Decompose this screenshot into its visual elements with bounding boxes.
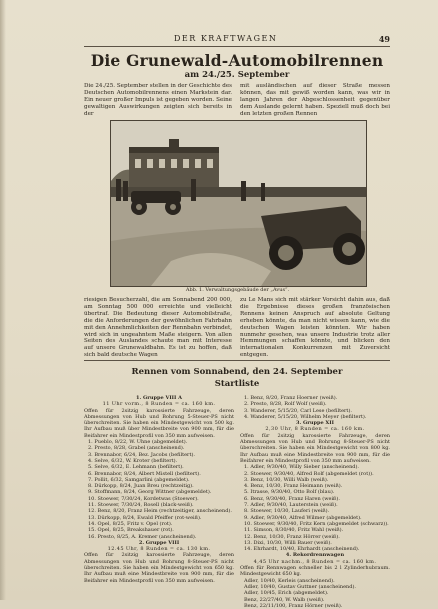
body-column-right: zu Le Mans sich mit stärker Vorsicht dahin aus, daß die Ergebnisse dieses großen französischen Rennens keinen Anspruch auf absolute Geltung erheben könnte, da man nicht wissen kann, wie die deutschen Wagen leisten könnten. Wir haben nunmehr gesehen, was unsere Industrie trotz aller Hemmungen schaffen könnte, und blicken den internationalen Konkurrenzen mit Zuversicht entgegen. [240,297,390,359]
section-divider [84,360,390,361]
start-entry: 7. Adler, 9/30/40, Lauterstein (weiß). [244,502,338,509]
start-entry: 9. Adler, 9/30/40, Alfred Wilmer (abgemeldet). [244,514,362,521]
start-entry: 14. Opel, 8/25, Fritz v. Opel (rot). [88,520,173,527]
start-entry: 3. Brennabor, 6/24, Bez. Jacobs (befiltert). [88,451,195,458]
intro-column-right: mit ausländischen auf dieser Straße messen können, das mit gewiß worden kann, was wir in langen Jahren der Abgeschlossenheit gegenüber dem Auslande gelernt haben. Speziell muß doch bei den letzten großen Rennen [240,83,390,117]
start-entry: 5. Itrasse, 9/30/40, Otto Bolf (blau). [244,489,335,496]
start-entry: 13. Dixi, 10/30, Willi Bauer (weiß). [244,539,332,546]
start-entry: 6. Brennabor, 8/24, Albert Mistell (befiltert). [88,470,201,477]
group-heading: 1. Gruppe VIII A [136,395,182,401]
start-entry: 15. Opel, 8/25, Breakshauer (rot). [88,527,174,534]
start-entry: 6. Benz, 9/30/40, Franz Haren (weiß). [244,495,340,502]
group-description: Offen für Rennwagen schneller bis 2 l Zylinderhubraum. Mindestgewicht 650 kg. [240,565,390,578]
start-entry: 5. Selve, 6/32, E. Lehmann (befiltert). [88,464,184,471]
group-heading: 2. Gruppe VIII [138,539,180,546]
group-schedule: 11 Uhr vorm., 8 Runden = ca. 160 km. [102,401,216,408]
start-entry: 4. Benz, 10/30, Franz Heimann (weiß). [244,483,343,490]
start-entry: 1. Pueblo, 8/22, W. Uhne (abgemeldet). [88,439,188,446]
start-entry: 16. Presto, 8/25, A. Kremer (anscheinend). [88,533,197,540]
group-heading: 4. Rekordrennwagen [285,552,345,559]
article-dateline: am 24./25. September [184,70,290,80]
startlist-subtitle: Startliste [214,379,260,389]
start-entry: 1. Benz, 8/20, Franz Hoerner (weiß). [244,395,338,401]
startlist-title: Rennen vom Sonnabend, den 24. September [131,367,343,377]
start-entry: 8. Stoewer, 10/30, Lauferi (weiß). [244,508,330,515]
body-column-left: riesigen Besucherzahl, die am Sonnabend 200 000, am Sonntag 500 000 erreichte und vielleicht übertraf. Die Bedeutung dieser Automobilstraße, die die Anforderungen der gewöhnlichen Fahrbahn mit den Annehmlichkeiten der Rennbahn verbindet, wird sich in ungeahntem Maße steigern. Von allen Seiten des Auslandes schaute man mit Interesse auf unsere Grunewaldbahn. Es ist zu hoffen, daß sich bald deutsche Wagen [84,297,232,359]
startlist-column-right [240,395,390,609]
group-description: Offen für 2sitzig karossierte Fahrzeuge, deren Abmessungen von Hub und Bohrung 8-Steuer-PS nicht überschreiten. Sie haben ein Mindestgewicht von 800 kg. Ihr Aufbau muß eine Mindestbreite von 900 mm, für die Beifahrer ein Mindestprofil von 350 mm aufweisen. [240,432,390,464]
start-entry: Adler, 10/45, Erich (abgemeldet). [244,590,329,597]
start-entry: 11. Simson, 8/30/40, Fritz Wahl (weiß). [244,527,344,534]
group-schedule: 2,30 Uhr, 8 Runden = ca. 160 km. [265,426,365,433]
running-header [84,33,390,47]
group-heading: 3. Gruppe XII [296,420,334,427]
start-entry: 3. Benz, 10/30, Willi Walb (weiß). [244,476,329,483]
start-entry: 4. Wanderer, 5/15/20, Wilhelm Meyer (befiltert). [244,413,367,420]
start-entry: 10. Stoewer, 7/30/24, Kordetwas (Stoewer). [88,495,199,502]
intro-column-left: Die 24./25. September stellen in der Geschichte des Deutschen Automobilrennens einen Markstein dar. Ein neuer großer Impuls ist gegeben worden. Seine gewaltigen Auswirkungen zeigten sich bereits in der [84,83,232,117]
start-entry: Benz, 22/27/40, W. Walb (weiß). [244,596,325,603]
group-schedule: 12.45 Uhr, 8 Runden = ca. 130 km. [107,546,211,553]
start-entry: 2. Stoewer, 9/30/40, Alfred Rolf (abgemeldet (rot)). [244,470,374,477]
page-number: 49 [378,34,390,44]
magazine-title: DER KRAFTWAGEN [174,34,278,43]
start-entry: 3. Wanderer, 5/15/20, Carl Lese (befiltert). [244,407,352,414]
start-entry: 12. Benz, 10/30, Franz Hörrer (weiß). [244,533,340,540]
start-entry: 12. Benz, 8/20, Franz Heim (rechtzeitiger, anscheinend). [88,508,232,515]
race-photo [110,120,367,287]
start-entry: 11. Stoewer, 7/30/24, Rosell (black-weiß). [88,502,194,509]
startlist-column-left [84,395,234,584]
start-entry: Benz, 22/11/100, Franz Hörner (weiß). [244,602,343,609]
group-description: Offen für 2sitzig karossierte Fahrzeuge, deren Abmessungen von Hub und Bohrung 5-Steuer-PS nicht überschreiten. Sie haben ein Mindestgewicht von 500 kg. Ihr Aufbau muß über Mindestbreite von 900 mm, für die Beifahrer ein Mindestprofil von 350 mm aufweisen. [84,407,234,439]
race-photo-illustration [111,121,366,286]
start-entry: Adler, 10/40, Gustav Guttner (anscheinend). [244,583,356,590]
start-entry: 2. Presto, 8/28, Rolf Wolf (weiß). [244,401,327,408]
start-entry: 8. Dürkopp, 8/24, Juan Breu (rechtzeitig). [88,483,194,490]
start-entry: 4. Selve, 6/32, W. Kroter (befiltert). [88,457,178,464]
start-entry: 7. Pollit, 6/32, Samgarlini (abgemeldet). [88,476,190,483]
start-entry: 10. Stoewer, 9/30/40, Fritz Kern (abgemeldet (schwarz)). [244,520,389,527]
group-description: Offen für 2sitzig karossierte Fahrzeuge, deren Abmessungen von Hub und Bohrung 8-Steuer-PS nicht überschreiten. Sie haben ein Mindestgewicht von 650 kg. Ihr Aufbau muß eine Mindestbreite von 900 mm, für die Beifahrer ein Mindestprofil von 350 mm aufweisen. [84,552,234,584]
group-schedule: 4,45 Uhr nachm., 8 Runden = ca. 160 km. [253,558,377,565]
start-entry: 13. Dürkopp, 8/24, Ewald Pfeiffer (rot-weiß). [88,514,202,521]
start-entry: Adler, 10/40, Kerleis (anscheinend). [244,577,335,584]
start-entry: 9. Stoffmann, 8/24, Georg Wittner (abgemeldet). [88,489,212,496]
article-headline: Die Grunewald-Automobilrennen [90,51,384,70]
start-entry: 2. Presto, 8/28, Grabel (anscheinend). [88,445,185,452]
start-entry: 1. Adler, 9/30/40, Willy Sieber (anscheinend). [244,464,360,471]
start-entry: 14. Ehrhardt, 10/40, Ehrhardt (anscheinend). [244,546,360,553]
photo-caption: Abb. 1. Verwaltungsgebäude der „Avus“. [185,287,290,293]
page-fold-shadow [0,0,6,600]
